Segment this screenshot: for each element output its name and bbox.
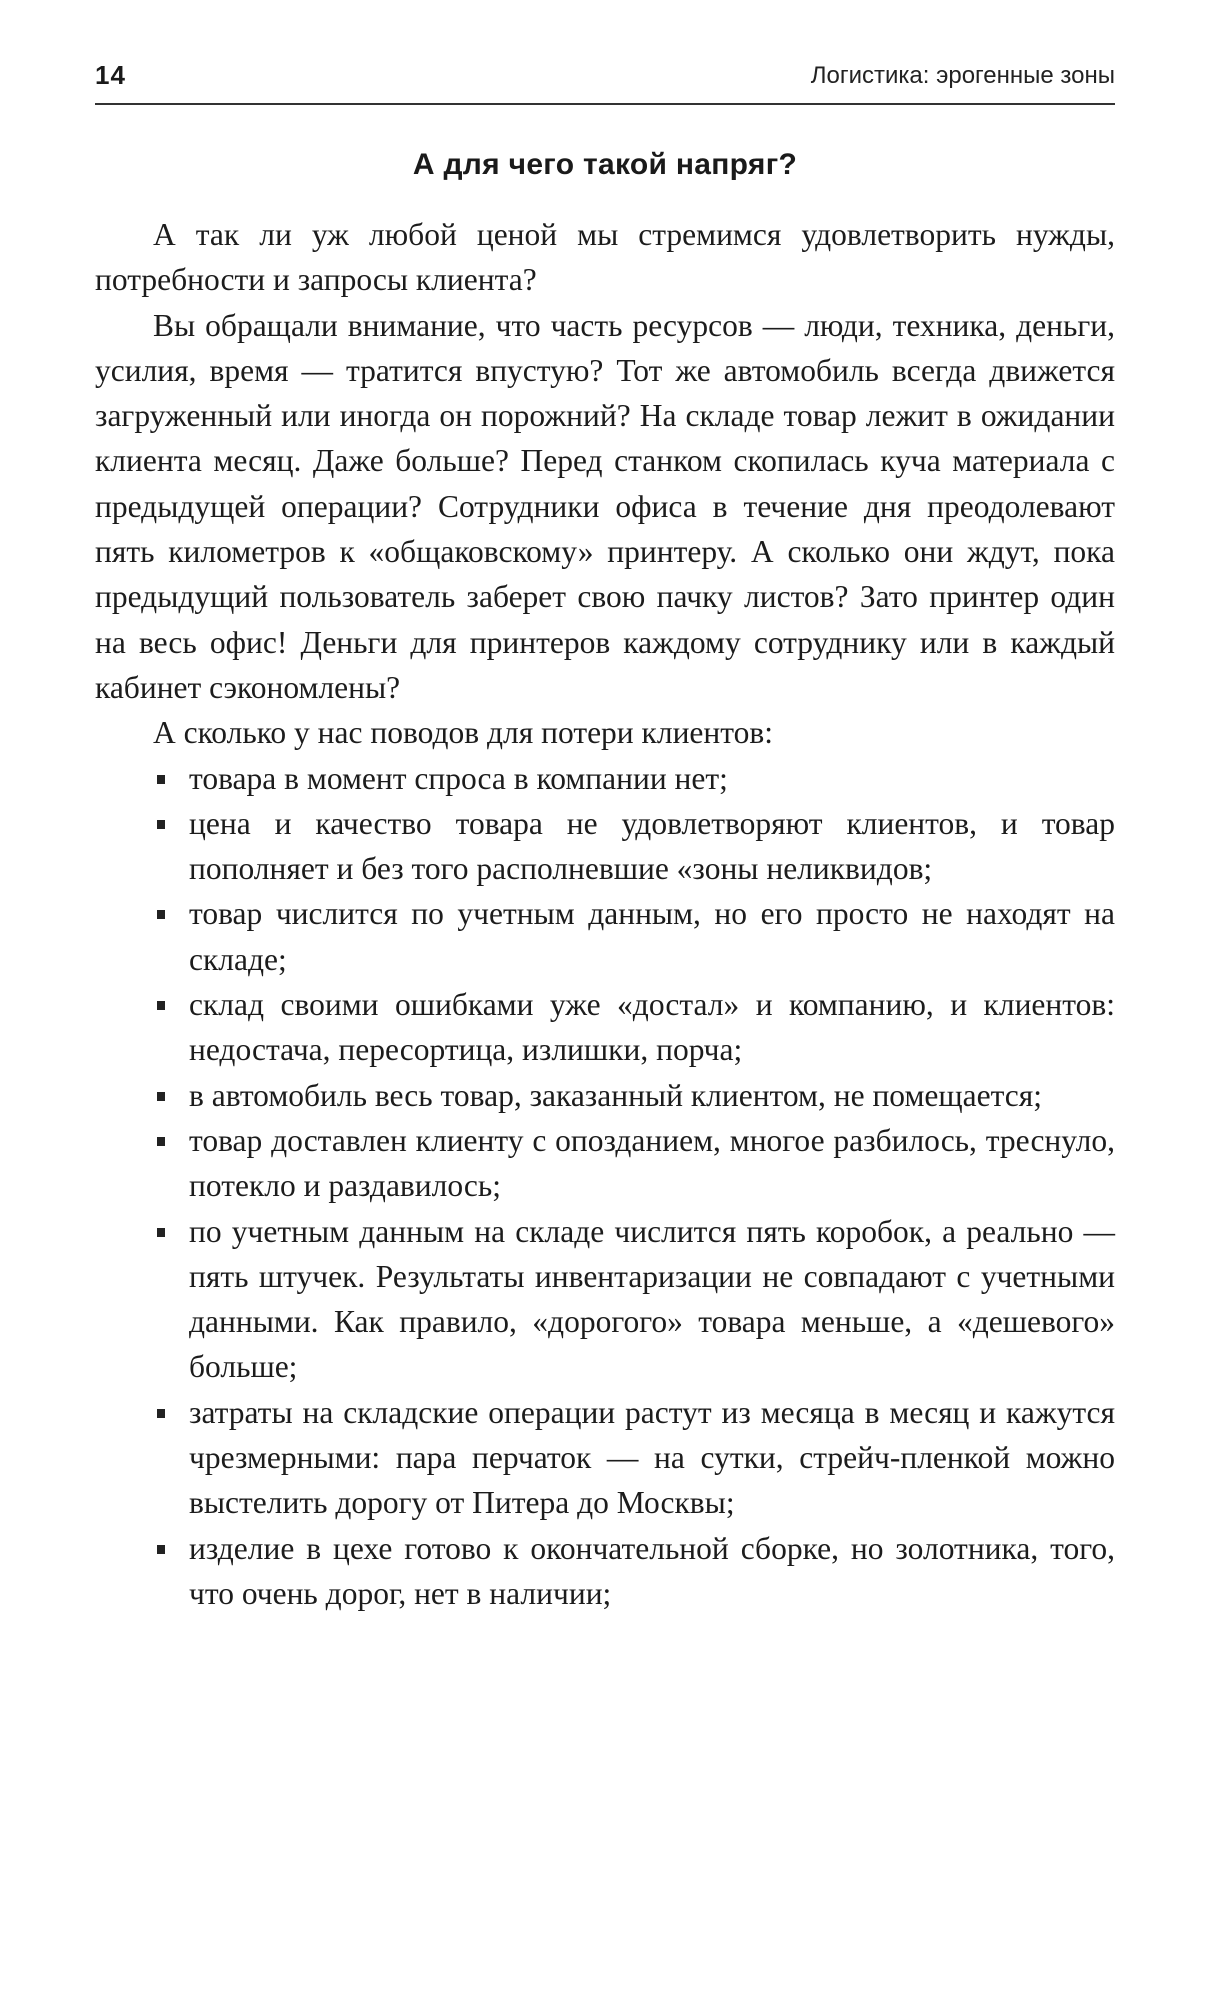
- list-item-text: товар числится по учетным данным, но его просто не находят на складе;: [189, 896, 1115, 977]
- paragraph: А сколько у нас поводов для потери клиентов:: [153, 715, 773, 751]
- paragraph: А так ли уж любой ценой мы стремимся удовлетворить нужды, потребности и запросы клиента?: [95, 217, 1115, 298]
- list-item-text: товара в момент спроса в компании нет;: [189, 760, 728, 796]
- list-item: [95, 982, 1115, 1073]
- list-item: [95, 1526, 1115, 1617]
- list-item-text: в автомобиль весь товар, заказанный клиентом, не помещается;: [189, 1077, 1042, 1113]
- running-title: Логистика: эрогенные зоны: [810, 62, 1115, 89]
- square-bullet-icon: [157, 1228, 165, 1237]
- list-item: [95, 1390, 1115, 1526]
- list-item-text: затраты на складские операции растут из месяца в месяц и кажутся чрезмерными: пара перчаток — на сутки, стрейч-пленкой можно выстелить дорогу от Питера до Москвы;: [189, 1394, 1115, 1521]
- section-title: А для чего такой напряг?: [412, 148, 798, 181]
- header-divider: [95, 103, 1115, 105]
- list-item: [95, 1209, 1115, 1390]
- square-bullet-icon: [157, 1545, 165, 1554]
- list-item-text: по учетным данным на складе числится пять коробок, а реально — пять штучек. Результаты инвентаризации не совпадают с учетными данными. Как правило, «дорогого» товара меньше, а «дешевого» больше;: [189, 1213, 1115, 1385]
- square-bullet-icon: [157, 820, 165, 829]
- page-number: 14: [95, 60, 126, 90]
- square-bullet-icon: [157, 1137, 165, 1146]
- square-bullet-icon: [157, 1409, 165, 1418]
- list-item: [95, 1073, 1115, 1118]
- square-bullet-icon: [157, 1092, 165, 1101]
- page-header: [95, 60, 1115, 100]
- square-bullet-icon: [157, 910, 165, 919]
- list-item-text: изделие в цехе готово к окончательной сборке, но золотника, того, что очень дорог, нет в наличии;: [189, 1530, 1115, 1611]
- paragraph: Вы обращали внимание, что часть ресурсов — люди, техника, деньги, усилия, время — тратится впустую? Тот же автомобиль всегда движется загруженный или иногда он порожний? На складе товар лежит в ожидании клиента месяц. Даже больше? Перед станком скопилась куча материала с предыдущей операции? Сотрудники офиса в течение дня преодолевают пять километров к «общаковскому» принтеру. А сколько они ждут, пока предыдущий пользователь заберет свою пачку листов? Зато принтер один на весь офис! Деньги для принтеров каждому сотруднику или в каждый кабинет сэкономлены?: [95, 307, 1115, 705]
- list-item: [95, 756, 1115, 801]
- list-item: [95, 891, 1115, 982]
- square-bullet-icon: [157, 1001, 165, 1010]
- list-item: [95, 801, 1115, 892]
- list-item-text: товар доставлен клиенту с опозданием, многое разбилось, треснуло, потекло и раздавилось;: [189, 1122, 1115, 1204]
- list-item-text: цена и качество товара не удовлетворяют клиентов, и товар пополняет и без того располневшие «зоны неликвидов;: [189, 805, 1115, 887]
- body-text: [95, 212, 1115, 1616]
- square-bullet-icon: [157, 775, 165, 784]
- list-item: [95, 1118, 1115, 1209]
- list-item-text: склад своими ошибками уже «достал» и компанию, и клиентов: недостача, пересортица, излишки, порча;: [189, 987, 1115, 1068]
- bullet-list: [95, 756, 1115, 1617]
